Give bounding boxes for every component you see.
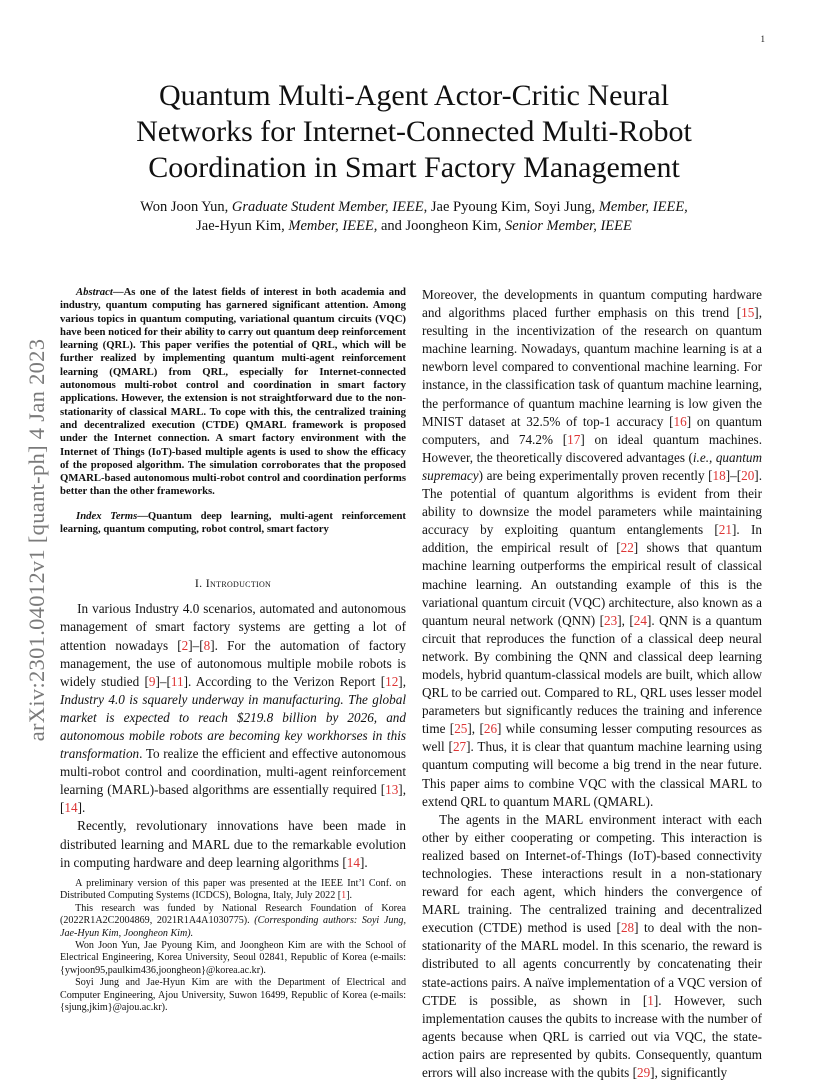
abstract xyxy=(60,286,406,499)
citation-link[interactable]: 1 xyxy=(341,890,347,902)
author-text: Won Joon Yun, xyxy=(140,199,232,215)
right-paragraph-1 xyxy=(422,286,762,811)
author-text: Jae-Hyun Kim, xyxy=(196,218,289,234)
text: ]. According to the Verizon Report [ xyxy=(183,673,386,689)
text: ], [ xyxy=(617,612,634,628)
author-text: and Joongheon Kim, xyxy=(377,218,506,234)
title-line: Networks for Internet-Connected Multi-Robot xyxy=(136,115,692,148)
index-terms xyxy=(60,510,406,537)
text: ] on quantum computers, and 74.2% [ xyxy=(422,413,762,447)
footnote xyxy=(60,878,406,903)
text: ]. The potential of quantum algorithms is evident from their ability to downsize the model parameters while maintaining accuracy by exploiting quantum entanglements [ xyxy=(422,467,762,538)
text: ]–[ xyxy=(155,673,171,689)
text: ], [ xyxy=(60,782,406,816)
abstract-text: —As one of the latest fields of interest in both academia and industry, quantum computing has garnered significant attention. Among various topics in quantum computing, variational quantum circuits (VQC) have been noticed for their ability to carry out quantum deep reinforcement learning (QRL). This paper verifies the potential of QRL, which will be further realized by implementing quantum multi-agent reinforcement learning (QMARL) from QRL, especially for Internet-connected autonomous multi-robot control and coordination in smart factory applications. However, the extension is not straightforward due to the non-stationarity of classical MARL. To cope with this, the centralized training and decentralized execution (CTDE) QMARL framework is proposed under the Internet connection. A smart factory environment with the Internet of Things (IoT)-based multiple agents is used to show the efficacy of the proposed algorithm. The simulation corroborates that the proposed QMARL-based autonomous multi-robot control and coordination performs better than the other frameworks. xyxy=(60,286,406,498)
author-role: Senior Member, IEEE xyxy=(505,218,632,234)
citation-link[interactable]: 25 xyxy=(454,721,468,737)
arxiv-identifier-sidebar xyxy=(20,290,54,790)
index-terms-text: —Quantum deep learning, multi-agent reinforcement learning, quantum computing, robot control, smart factory xyxy=(60,509,406,536)
text: ]. Thus, it is clear that quantum machine learning using quantum computing will become a big trend in the near future. This paper aims to combine VQC with the classical MARL to extend QRL to quantum MARL (QMARL). xyxy=(422,739,762,809)
author-role: Member, IEEE, xyxy=(288,218,378,234)
abstract-label: Abstract xyxy=(76,286,113,298)
text: ] on ideal quantum machines. However, the theoretically discovered advantages ( xyxy=(422,431,762,465)
text: ) are being experimentally proven recently [ xyxy=(478,467,713,483)
index-terms-label: Index Terms xyxy=(76,509,138,522)
text: A preliminary version of this paper was presented at the IEEE Int’l Conf. on Distributed Computing Systems (ICDCS), Bologna, Italy, July 2022 [ xyxy=(60,878,406,902)
arxiv-identifier: arXiv:2301.04012v1 [quant-ph] 4 Jan 2023 xyxy=(24,338,49,742)
text: ]. xyxy=(346,890,353,902)
right-paragraph-2 xyxy=(422,811,762,1082)
citation-link[interactable]: 17 xyxy=(567,431,581,447)
text: ] shows that quantum machine learning outperforms the empirical result of classical machine learning. An outstanding example of this is the variational quantum circuit (VQC) architecture, also known as a quantum neural network (QNN) [ xyxy=(422,540,762,628)
section-heading: I. Introduction xyxy=(194,576,272,591)
paper-title xyxy=(60,78,768,186)
citation-link[interactable]: 23 xyxy=(604,612,618,628)
text: i.e., quantum supremacy xyxy=(422,449,762,483)
text: ], xyxy=(398,673,406,689)
text: In various Industry 4.0 scenarios, automated and autonomous management of smart factory systems are getting a lot of attention nowadays [ xyxy=(60,601,406,653)
author-role: Member, IEEE, xyxy=(598,199,688,215)
text: ]. QNN is a quantum circuit that reproduces the function of a classical deep neural network. By combining the QNN and classical deep learning models, hybrid quantum-classical models are built, which allow QRL to be carried out. Compared to RL, QRL uses lesser model parameters but significantly reduces the training and inference time [ xyxy=(422,612,763,737)
intro-paragraph-2 xyxy=(60,817,406,871)
title-line: Quantum Multi-Agent Actor-Critic Neural xyxy=(158,79,670,112)
text: . To realize the efficient and effective autonomous multi-robot control and coordination, multi-agent reinforcement learning (MARL)-based algorithms are essentially required [ xyxy=(60,746,406,798)
text: ] while consuming lesser computing resources as well [ xyxy=(422,721,762,755)
citation-link[interactable]: 28 xyxy=(620,920,635,936)
footnote: Soyi Jung and Jae-Hyun Kim are with the Department of Electrical and Computer Engineering, Ajou University, Suwon 16499, Republic of Korea (e-mails: {sjung,jkim}@ajou.ac.kr). xyxy=(60,977,406,1014)
citation-link[interactable]: 14 xyxy=(346,854,360,870)
citation-link[interactable]: 13 xyxy=(385,782,399,798)
left-column xyxy=(60,286,406,872)
citation-link[interactable]: 9 xyxy=(148,673,156,689)
text: ]. For the automation of factory management, the use of autonomous multiple mobile robots is widely studied [ xyxy=(60,637,406,689)
page-number: 1 xyxy=(760,34,765,44)
text: ]–[ xyxy=(188,637,204,653)
footnote: Won Joon Yun, Jae Pyoung Kim, and Joongheon Kim are with the School of Electrical Engineering, Korea University, Seoul 02841, Republic of Korea (e-mails: {ywjoon95,paulkim436,joongheon}@korea.ac.kr). xyxy=(60,940,406,976)
citation-link[interactable]: 8 xyxy=(203,637,211,653)
citation-link[interactable]: 16 xyxy=(673,413,687,429)
citation-link[interactable]: 2 xyxy=(181,637,189,653)
text: ] to deal with the non-stationarity of the MARL model. In this scenario, the reward is distributed to all agents concurrently by concatenating their state-actions pairs. A naïve implementation of a VQC version of CTDE is possible, as shown in [ xyxy=(422,920,762,1008)
citation-link[interactable]: 26 xyxy=(483,721,498,737)
author-role: Graduate Student Member, IEEE xyxy=(231,199,424,215)
text: (Corresponding authors: Soyi Jung, Jae-Hyun Kim, Joongheon Kim). xyxy=(60,915,406,939)
right-column xyxy=(422,286,762,1082)
footnotes xyxy=(60,878,406,1014)
citation-link[interactable]: 29 xyxy=(636,1065,651,1081)
citation-link[interactable]: 24 xyxy=(633,612,647,628)
citation-link[interactable]: 20 xyxy=(741,467,755,483)
intro-paragraph-1 xyxy=(60,600,406,817)
text: ], resulting in the incentivization of the research on quantum machine learning. Nowadays, quantum machine learning is at a newborn level compared to conventional machine learning. For instance, in the classification task of quantum machine learning, the performance of quantum machine learning is low given the MNIST dataset at 32.5% of top-1 accuracy [ xyxy=(422,305,762,429)
citation-link[interactable]: 18 xyxy=(712,467,726,483)
citation-link[interactable]: 14 xyxy=(64,800,78,816)
author-list xyxy=(60,198,768,236)
author-text: , Jae Pyoung Kim, Soyi Jung, xyxy=(423,199,599,215)
footnote xyxy=(60,903,406,940)
text: Recently, revolutionary innovations have been made in distributed learning and MARL due to the remarkable evolution in computing hardware and deep learning algorithms [ xyxy=(60,818,406,870)
text: ]–[ xyxy=(725,467,742,483)
text: ]. In addition, the empirical result of [ xyxy=(422,522,762,556)
citation-link[interactable]: 12 xyxy=(385,673,399,689)
citation-link[interactable]: 1 xyxy=(647,992,654,1008)
text: ], [ xyxy=(467,721,484,737)
text: ]. However, such implementation causes the qubits to increase with the number of agents because when QRL is carried out via VQC, the state-action pairs are represented by qubits. Consequently, quantum errors will also increase with the qubits [ xyxy=(422,992,762,1081)
citation-link[interactable]: 21 xyxy=(718,522,732,538)
text: This research was funded by National Research Foundation of Korea (2022R1A2C2004869, 2021R1A4A1030775). xyxy=(60,902,406,927)
citation-link[interactable]: 15 xyxy=(741,305,755,321)
text: ]. xyxy=(77,800,86,816)
citation-link[interactable]: 22 xyxy=(620,540,634,556)
citation-link[interactable]: 11 xyxy=(170,673,184,689)
citation-link[interactable]: 27 xyxy=(452,739,467,755)
text: Moreover, the developments in quantum computing hardware and algorithms placed further emphasis on this trend [ xyxy=(422,287,762,321)
title-line: Coordination in Smart Factory Management xyxy=(148,151,680,184)
text: ]. xyxy=(359,854,368,870)
quote: Industry 4.0 is squarely underway in manufacturing. The global market is expected to reach $219.8 billion by 2026, and autonomous mobile robots are becoming key workhorses in this transformation xyxy=(60,691,406,762)
text: The agents in the MARL environment interact with each other by either cooperating or competing. This interaction is realized based on Internet-of-Things (IoT)-based connectivity technologies. These interactions result in a non-stationary reward for each agent, which hinders the convergence of MARL training. The centralized training and decentralized execution (CTDE) method is used [ xyxy=(422,811,762,936)
text: ], significantly xyxy=(650,1065,728,1081)
